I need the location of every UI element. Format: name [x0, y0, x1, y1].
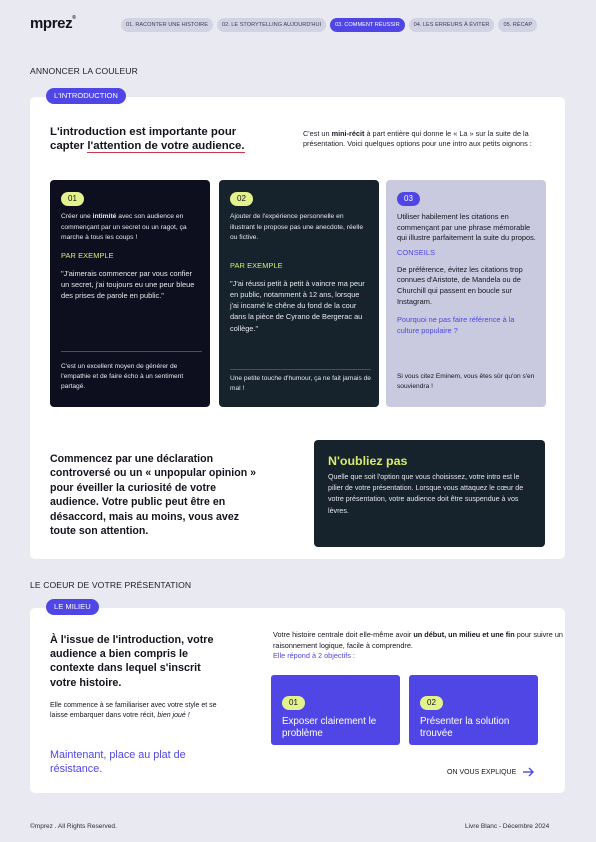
- section-heading-middle: LE COEUR DE VOTRE PRÉSENTATION: [30, 580, 192, 590]
- start-statement: Commencez par une déclaration controversé ou un « unpopular opinion » pour éveiller la curiosité de votre audience. Votre public peut être en désaccord, mais au moins, vous avez toute son attention.: [50, 453, 256, 538]
- option-footnote: C'est un excellent moyen de générer de l'empathie et de faire écho à un sentiment partagé.: [61, 363, 184, 390]
- nav-tab-erreurs[interactable]: 04. LES ERREURS À ÉVITER: [409, 18, 495, 32]
- option-number: 03: [397, 192, 420, 206]
- reminder-box: [314, 440, 545, 547]
- brand-logo[interactable]: mprez®: [30, 15, 76, 32]
- objective-number: 02: [420, 696, 443, 710]
- footer-edition: Livre Blanc - Décembre 2024: [465, 823, 550, 830]
- reminder-title: N'oubliez pas: [328, 454, 408, 468]
- nav-tab-comment-reussir[interactable]: 03. COMMENT RÉUSSIR: [330, 18, 405, 32]
- option-number: 02: [230, 192, 253, 206]
- section-nav: [121, 18, 537, 32]
- option-text: Ajouter de l'expérience personnelle en illustrant le propose pas une anecdote, réelle ou fictive.: [230, 213, 364, 241]
- option-advice: De préférence, évitez les citations trop connues d'Aristote, de Mandela ou de Churchill qui passent en boucle sur Instagram.: [397, 264, 523, 306]
- option-divider: [230, 369, 371, 370]
- option-card-02: [219, 180, 379, 407]
- option-label: PAR EXEMPLE: [230, 260, 283, 270]
- objective-text: Présenter la solution trouvée: [420, 716, 510, 739]
- option-text: Créer une intimité avec son audience en commençant par un secret ou un ragot, ça marche à tous les coups !: [61, 213, 187, 241]
- option-quote: "J'aimerais commencer par vous confier un secret, j'ai toujours eu une peur bleue des prises de parole en public.": [61, 268, 195, 301]
- objective-card-01: [271, 675, 400, 745]
- option-label: CONSEILS: [397, 247, 436, 257]
- explain-link-label: ON VOUS EXPLIQUE: [447, 768, 517, 776]
- objective-card-02: [409, 675, 538, 745]
- objective-number: 01: [282, 696, 305, 710]
- middle-title: À l'issue de l'introduction, votre audience a bien compris le contexte dans lequel s'inscrit votre histoire.: [50, 634, 214, 689]
- option-label: PAR EXEMPLE: [61, 250, 114, 260]
- option-footnote: Si vous citez Eminem, vous êtes sûr qu'on s'en souviendra !: [397, 373, 535, 390]
- option-card-01: [50, 180, 210, 407]
- nav-tab-raconter[interactable]: 01. RACONTER UNE HISTOIRE: [121, 18, 213, 32]
- intro-title: L'introduction est importante pour capter l'attention de votre audience.: [50, 126, 245, 152]
- intro-description: C'est un mini-récit à part entière qui donne le « La » sur la suite de la présentation. Voici quelques options pour une intro aux petits oignons :: [303, 129, 532, 149]
- middle-description: Votre histoire centrale doit elle-même avoir un début, un milieu et une fin pour suivre un raisonnement logique, facile à comprendre. Elle répond à 2 objectifs :: [273, 630, 563, 660]
- section-heading-intro: ANNONCER LA COULEUR: [30, 66, 138, 76]
- explain-link[interactable]: [447, 767, 535, 777]
- nav-tab-storytelling[interactable]: 02. LE STORYTELLING AUJOURD'HUI: [217, 18, 326, 32]
- middle-cta-text: Maintenant, place au plat de résistance.: [50, 749, 186, 776]
- pill-introduction: L'INTRODUCTION: [46, 88, 126, 104]
- option-callout: Pourquoi ne pas faire référence à la culture populaire ?: [397, 315, 515, 335]
- option-footnote: Une petite touche d'humour, ça ne fait jamais de mal !: [230, 375, 371, 392]
- option-text: Utiliser habilement les citations en commençant par une phrase mémorable qui illustre parfaitement la suite du propos.: [397, 212, 536, 243]
- option-card-03: [386, 180, 546, 407]
- reminder-body: Quelle que soit l'option que vous choisissez, votre intro est le pilier de votre présentation. Lorsque vous attaquez le cœur de votre présentation, votre audience doit être suspendue à vos lèvres.: [328, 473, 524, 515]
- arrow-right-icon: [522, 767, 535, 777]
- objective-text: Exposer clairement le problème: [282, 716, 377, 739]
- footer-copyright: ©mprez . All Rights Reserved.: [30, 823, 117, 830]
- nav-tab-recap[interactable]: 05. RÉCAP: [498, 18, 537, 32]
- option-number: 01: [61, 192, 84, 206]
- option-divider: [61, 351, 202, 352]
- pill-milieu: LE MILIEU: [46, 599, 99, 615]
- option-quote: "J'ai réussi petit à petit à vaincre ma peur en public, notamment à 12 ans, lorsque j'ai incarné le chêne du fond de la cour dans la pièce de Cyrano de Bergerac au collège.": [230, 278, 365, 333]
- middle-subtext: Elle commence à se familiariser avec votre style et se laisse embarquer dans votre récit, bien joué !: [50, 702, 217, 720]
